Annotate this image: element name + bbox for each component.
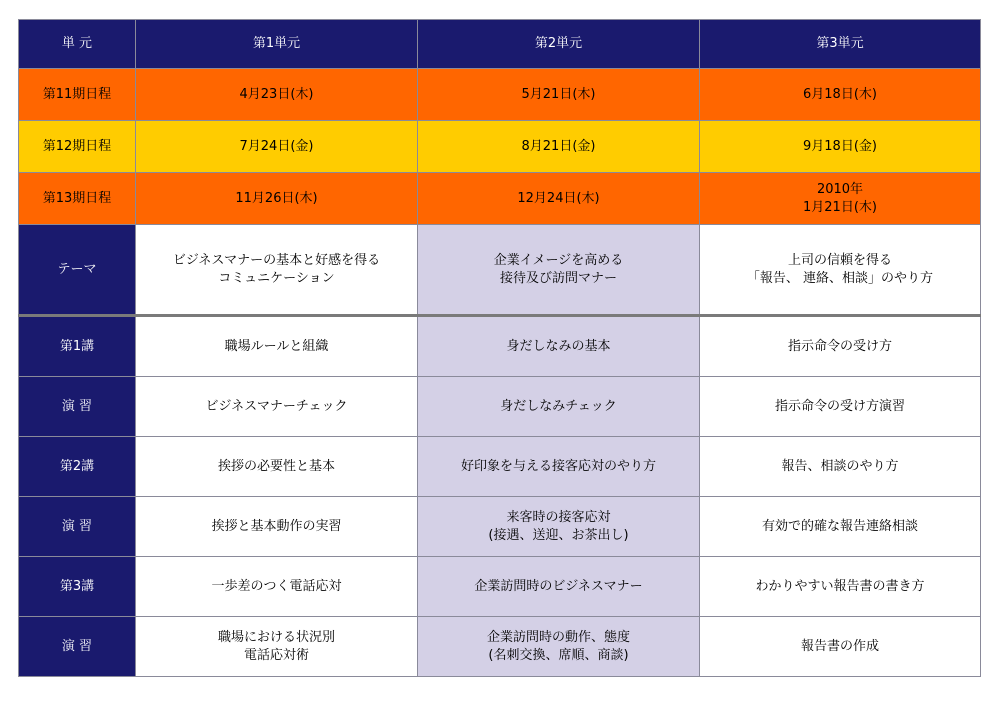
schedule-label: 第12期日程	[19, 121, 136, 173]
session-value: 職場における状況別 電話応対術	[136, 617, 418, 677]
schedule-date: 8月21日(金)	[418, 121, 700, 173]
session-label: 第3講	[19, 557, 136, 617]
session-value: 挨拶の必要性と基本	[136, 437, 418, 497]
schedule-row-11	[19, 69, 981, 121]
schedule-label: 第11期日程	[19, 69, 136, 121]
header-unit-3: 第3単元	[700, 20, 981, 69]
session-value: 指示命令の受け方	[700, 316, 981, 377]
header-label: 単 元	[19, 20, 136, 69]
session-row	[19, 437, 981, 497]
schedule-row-13	[19, 173, 981, 225]
schedule-row-12	[19, 121, 981, 173]
session-label: 第1講	[19, 316, 136, 377]
theme-row	[19, 225, 981, 316]
session-value: 報告書の作成	[700, 617, 981, 677]
session-value: 身だしなみチェック	[418, 377, 700, 437]
schedule-date: 2010年 1月21日(木)	[700, 173, 981, 225]
session-row	[19, 316, 981, 377]
session-value: わかりやすい報告書の書き方	[700, 557, 981, 617]
schedule-date: 11月26日(木)	[136, 173, 418, 225]
theme-value: ビジネスマナーの基本と好感を得る コミュニケーション	[136, 225, 418, 316]
session-value: 企業訪問時の動作、態度 (名刺交換、席順、商談)	[418, 617, 700, 677]
session-row	[19, 497, 981, 557]
session-value: 有効で的確な報告連絡相談	[700, 497, 981, 557]
session-value: 指示命令の受け方演習	[700, 377, 981, 437]
schedule-date: 7月24日(金)	[136, 121, 418, 173]
session-row	[19, 617, 981, 677]
schedule-date: 12月24日(木)	[418, 173, 700, 225]
session-label: 演 習	[19, 377, 136, 437]
session-value: ビジネスマナーチェック	[136, 377, 418, 437]
session-value: 一歩差のつく電話応対	[136, 557, 418, 617]
schedule-label: 第13期日程	[19, 173, 136, 225]
schedule-date: 4月23日(木)	[136, 69, 418, 121]
session-value: 挨拶と基本動作の実習	[136, 497, 418, 557]
header-unit-2: 第2単元	[418, 20, 700, 69]
schedule-date: 6月18日(木)	[700, 69, 981, 121]
theme-value: 上司の信頼を得る 「報告、 連絡、相談」のやり方	[700, 225, 981, 316]
session-label: 第2講	[19, 437, 136, 497]
session-value: 企業訪問時のビジネスマナー	[418, 557, 700, 617]
session-row	[19, 557, 981, 617]
session-label: 演 習	[19, 617, 136, 677]
theme-value: 企業イメージを高める 接待及び訪問マナー	[418, 225, 700, 316]
session-value: 報告、相談のやり方	[700, 437, 981, 497]
session-row	[19, 377, 981, 437]
session-value: 来客時の接客応対 (接遇、送迎、お茶出し)	[418, 497, 700, 557]
session-value: 身だしなみの基本	[418, 316, 700, 377]
session-value: 職場ルールと組織	[136, 316, 418, 377]
schedule-date: 9月18日(金)	[700, 121, 981, 173]
schedule-date: 5月21日(木)	[418, 69, 700, 121]
header-unit-1: 第1単元	[136, 20, 418, 69]
session-label: 演 習	[19, 497, 136, 557]
session-value: 好印象を与える接客応対のやり方	[418, 437, 700, 497]
header-row	[19, 20, 981, 69]
theme-label: テーマ	[19, 225, 136, 316]
training-schedule-table	[18, 19, 981, 677]
